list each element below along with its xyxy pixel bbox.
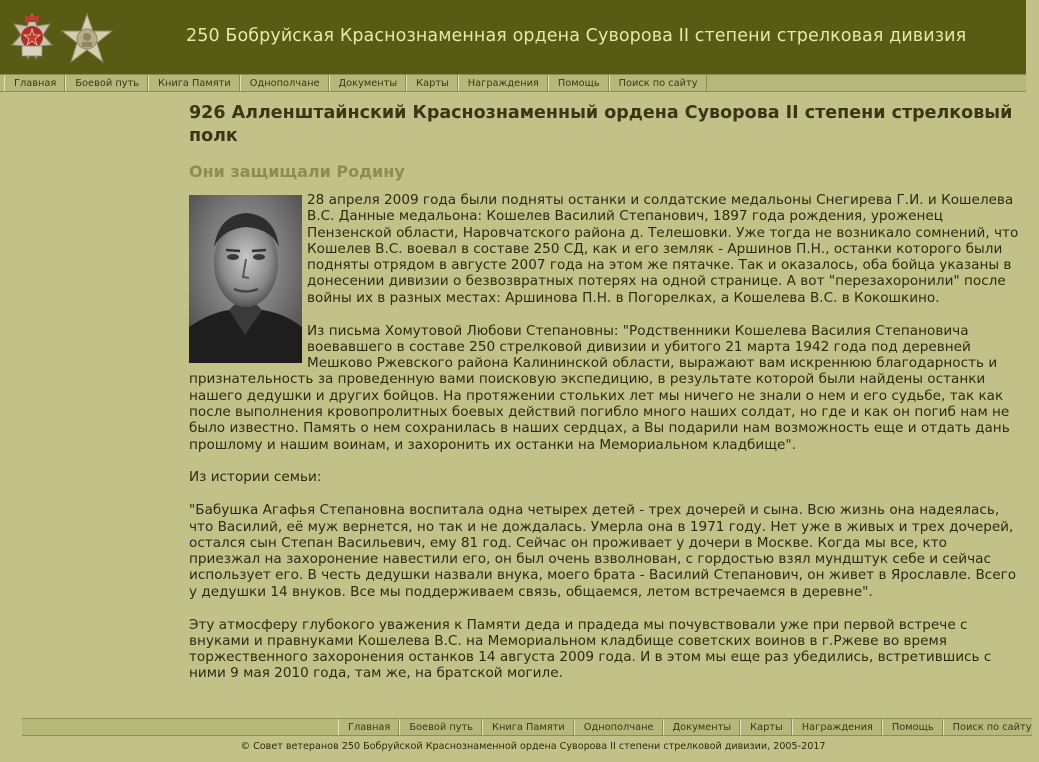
nav-link-maps[interactable]: Карты	[406, 75, 458, 91]
footer-link-documents[interactable]: Документы	[663, 719, 741, 735]
article-body	[189, 192, 1019, 682]
footer-link-maps[interactable]: Карты	[740, 719, 792, 735]
footer-link-battle-path[interactable]: Боевой путь	[399, 719, 482, 735]
footer-link-site-search[interactable]: Поиск по сайту	[943, 719, 1039, 735]
article-paragraph: Из письма Хомутовой Любови Степановны: "Родственники Кошелева Василия Степановича воевавшего в составе 250 стрелковой дивизии и убитого 21 марта 1942 года под деревней Мешково Ржевского района Калининской области, выражают вам искреннюю благодарность и признательность за проведенную вами поисковую экспедицию, в результате которой были найдены останки нашего дедушки и других бойцов. На протяжении стольких лет мы ничего не знали о нем и его судьбе, так как после выполнения кровопролитных боевых действий погибло много наших солдат, но где и как он погиб нам не было известно. Память о нем сохранилась в наших сердцах, а Вы подарили нам возможность еще и отдать дань прошлому и нашим воинам, и захоронить их останки на Мемориальном кладбище".	[189, 322, 1010, 453]
footer-link-help[interactable]: Помощь	[882, 719, 943, 735]
article-paragraph: "Бабушка Агафья Степановна воспитала одна четырех детей - трех дочерей и сына. Всю жизнь она надеялась, что Василий, её муж вернется, но так и не дождалась. Умерла она в 1971 году. Нет уже в живых и трех дочерей, остался сын Степан Васильевич, ему 81 год. Сейчас он проживает у дочери в Москве. Когда мы все, кто приезжал на захоронение навестили его, он был очень взволнован, с гордостью взял мундштук себе и сейчас использует его. В честь дедушки назвали внука, моего брата - Василий Степанович, он живет в Ярославле. Всего у дедушки 14 внуков. Все мы поддерживаем связь, общаемся, летом встречаемся в деревне".	[189, 502, 1017, 600]
site-title: 250 Бобруйская Краснознаменная ордена Суворова II степени стрелковая дивизия	[186, 26, 967, 46]
nav-link-home[interactable]: Главная	[4, 75, 65, 91]
top-navigation	[0, 74, 1026, 92]
section-title: Они защищали Родину	[189, 162, 405, 181]
page-title: 926 Алленштайнский Краснознаменный ордена Суворова II степени стрелковый полк	[189, 103, 1013, 146]
nav-link-help[interactable]: Помощь	[548, 75, 609, 91]
footer-link-home[interactable]: Главная	[338, 719, 399, 735]
main-content	[189, 102, 1019, 698]
nav-link-documents[interactable]: Документы	[329, 75, 407, 91]
article-paragraph: Из истории семьи:	[189, 469, 322, 486]
nav-link-memory-book[interactable]: Книга Памяти	[148, 75, 240, 91]
bottom-navigation	[22, 718, 1032, 736]
footer-link-memory-book[interactable]: Книга Памяти	[482, 719, 574, 735]
nav-link-battle-path[interactable]: Боевой путь	[65, 75, 148, 91]
order-red-banner-icon	[8, 12, 56, 64]
article-paragraph: 28 апреля 2009 года были подняты останки и солдатские медальоны Снегирева Г.И. и Кошелева В.С. Данные медальона: Кошелев Василий Степанович, 1897 года рождения, уроженец Пензенской области, Наровчатского района д. Телешовки. Уже тогда не возникало сомнений, что Кошелев В.С. воевал в составе 250 СД, как и его земляк - Аршинов П.Н., останки которого были подняты отрядом в августе 2007 года на этом же пятачке. Так и оказалось, оба бойца указаны в донесении дивизии о безвозвратных потерях на одной странице. А вот "перезахоронили" после войны их в разных местах: Аршинова П.Н. в Погорелках, а Кошелева В.С. в Кокошкино.	[307, 192, 1019, 306]
site-header	[0, 0, 1026, 74]
order-suvorov-star-icon	[58, 12, 116, 66]
nav-link-awards[interactable]: Награждения	[458, 75, 548, 91]
nav-link-site-search[interactable]: Поиск по сайту	[609, 75, 707, 91]
footer-link-fellow-soldiers[interactable]: Однополчане	[574, 719, 663, 735]
nav-link-fellow-soldiers[interactable]: Однополчане	[240, 75, 329, 91]
footer-link-awards[interactable]: Награждения	[792, 719, 882, 735]
article-paragraph: Эту атмосферу глубокого уважения к Памяти деда и прадеда мы почувствовали уже при первой встрече с внуками и правнуками Кошелева В.С. на Мемориальном кладбище советских воинов в г.Ржеве во время торжественного захоронения останков 14 августа 2009 года. И в этом мы еще раз убедились, встретившись с ними 9 мая 2010 года, там же, на братской могиле.	[189, 616, 992, 682]
copyright-text: © Совет ветеранов 250 Бобруйской Краснознаменной ордена Суворова II степени стрелковой дивизии, 2005-2017	[240, 741, 826, 752]
soldier-portrait-photo	[189, 195, 302, 363]
